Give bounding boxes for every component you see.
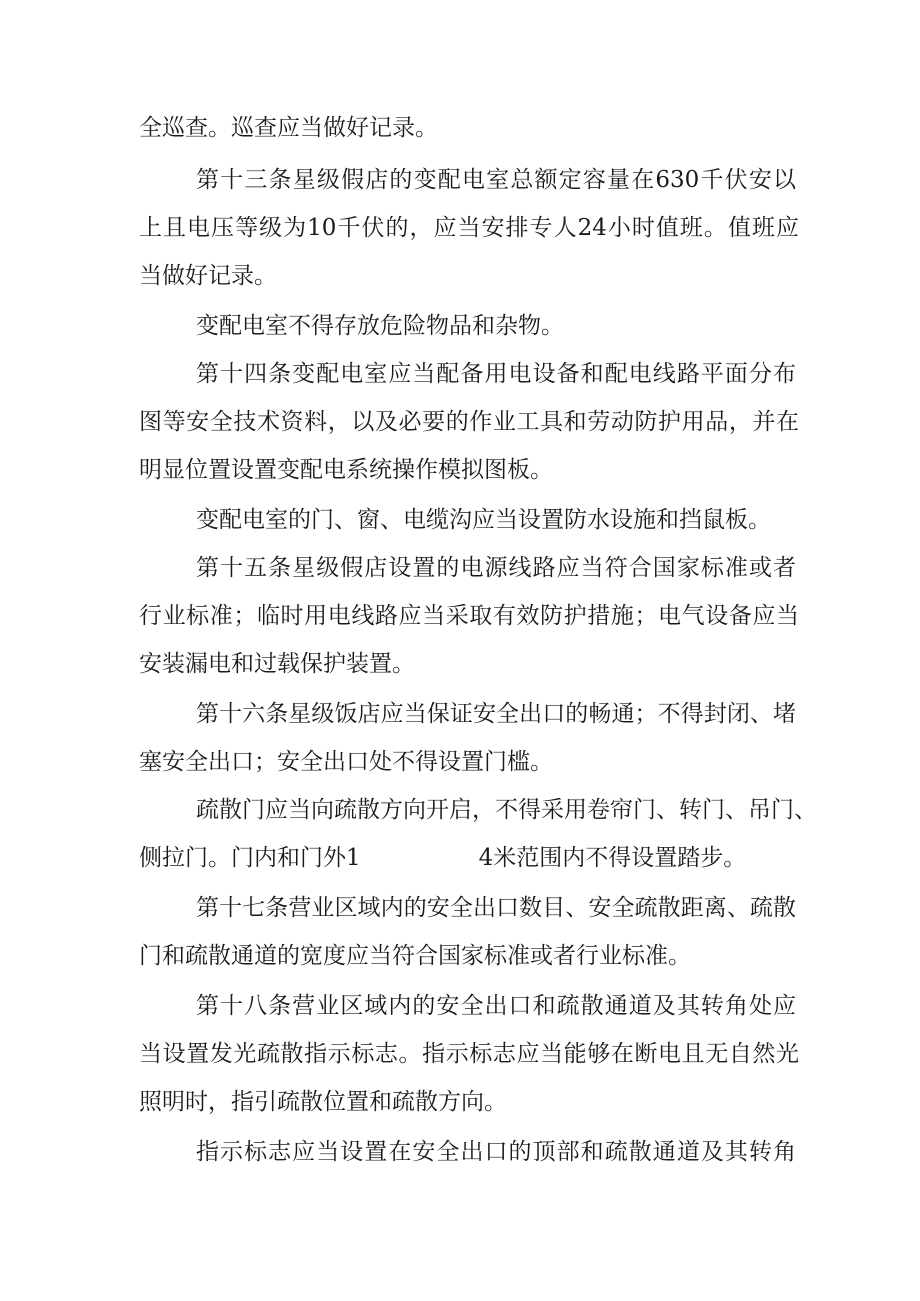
article-13-line-1: 第十三条星级假店的变配电室总额定容量在630千伏安以 [196, 167, 796, 193]
paragraph-doors-windows: 变配电室的门、窗、电缆沟应当设置防水设施和挡鼠板。 [196, 507, 771, 533]
article-14-line-3: 明显位置设置变配电系统操作模拟图板。 [139, 457, 553, 483]
paragraph-evacuation-doors-line-2 [139, 836, 799, 880]
article-13-line-3: 当做好记录。 [139, 263, 277, 289]
article-14-line-2: 图等安全技术资料，以及必要的作业工具和劳动防护用品，并在 [139, 409, 799, 435]
article-14-line-1: 第十四条变配电室应当配备用电设备和配电线路平面分布 [196, 361, 796, 387]
article-15-line-2: 行业标准；临时用电线路应当采取有效防护措施；电气设备应当 [139, 603, 799, 629]
paragraph-evacuation-doors-line-1: 疏散门应当向疏散方向开启，不得采用卷帘门、转门、吊门、 [196, 797, 817, 823]
article-18-line-1: 第十八条营业区域内的安全出口和疏散通道及其转角处应 [196, 993, 796, 1019]
article-16-line-1: 第十六条星级饭店应当保证安全出口的畅通；不得封闭、堵 [196, 701, 796, 727]
text-segment-left: 侧拉门。门内和门外1 [139, 845, 361, 871]
article-17-line-1: 第十七条营业区域内的安全出口数目、安全疏散距离、疏散 [196, 895, 796, 921]
article-17-line-2: 门和疏散通道的宽度应当符合国家标准或者行业标准。 [139, 943, 691, 969]
text-line-1: 全巡查。巡查应当做好记录。 [139, 115, 438, 141]
text-segment-right: 4米范围内不得设置踏步。 [478, 845, 747, 871]
paragraph-sign-placement: 指示标志应当设置在安全出口的顶部和疏散通道及其转角 [196, 1139, 796, 1165]
article-13-line-2: 上且电压等级为10千伏的，应当安排专人24小时值班。值班应 [139, 215, 799, 241]
article-15-line-3: 安装漏电和过载保护装置。 [139, 651, 415, 677]
article-18-line-2: 当设置发光疏散指示标志。指示标志应当能够在断电且无自然光 [139, 1041, 799, 1067]
article-15-line-1: 第十五条星级假店设置的电源线路应当符合国家标准或者 [196, 555, 796, 581]
article-16-line-2: 塞安全出口；安全出口处不得设置门槛。 [139, 749, 553, 775]
paragraph-storage: 变配电室不得存放危险物品和杂物。 [196, 313, 564, 339]
article-18-line-3: 照明时，指引疏散位置和疏散方向。 [139, 1089, 507, 1115]
